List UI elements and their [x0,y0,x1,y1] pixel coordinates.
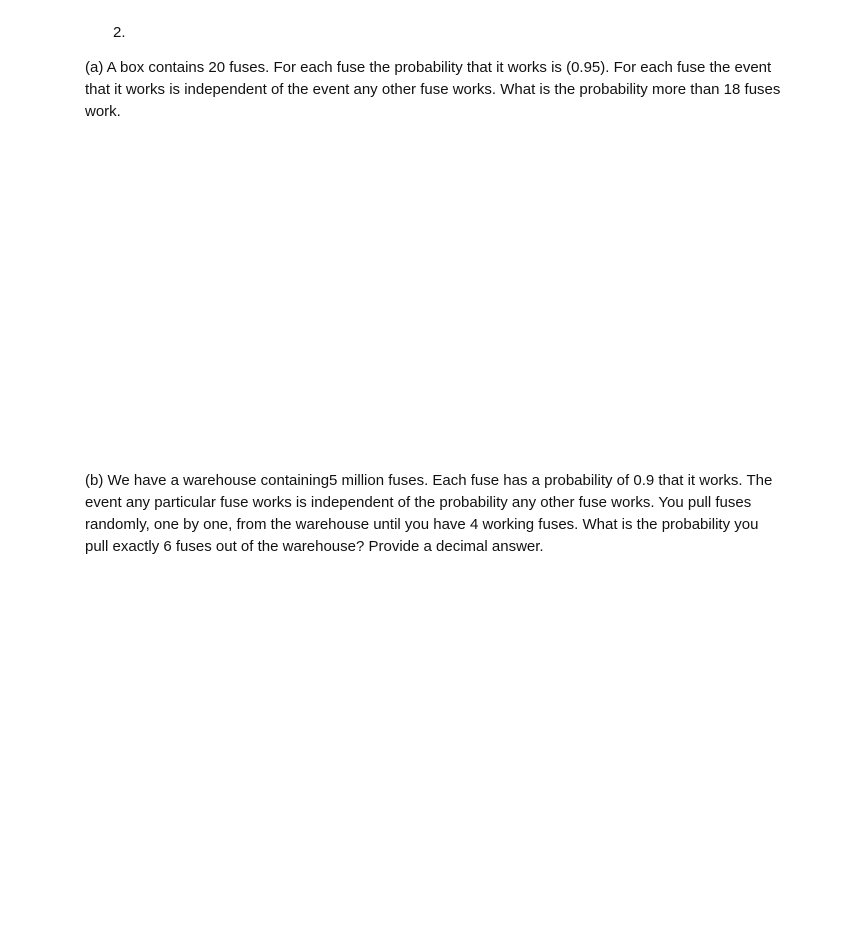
question-part-b: (b) We have a warehouse containing5 million fuses. Each fuse has a probability of 0.9 that it works. The event any particular fuse works is independent of the probability any other fuse works. You pull fuses randomly, one by one, from the warehouse until you have 4 working fuses. What is the probability you pull exactly 6 fuses out of the warehouse? Provide a decimal answer. [85,472,773,555]
question-number: 2. [113,24,126,41]
question-part-a: (a) A box contains 20 fuses. For each fuse the probability that it works is (0.95). For each fuse the event that it works is independent of the event any other fuse works. What is the probability more than 18 fuses work. [85,59,781,120]
